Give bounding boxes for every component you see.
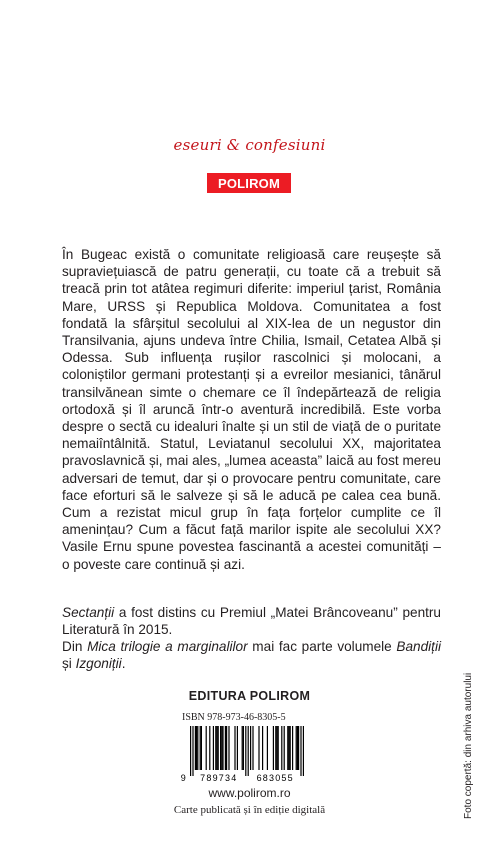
barcode-bar <box>242 726 243 770</box>
barcode-bar <box>222 726 223 770</box>
barcode-bar <box>258 726 259 770</box>
award-text: a fost distins cu Premiul „Matei Brâncoveanu” pentru Literatură în 2015. <box>62 605 441 638</box>
trilogy-prefix: Din <box>62 639 88 654</box>
award-paragraph <box>62 604 441 638</box>
barcode-bar <box>200 726 201 770</box>
barcode-bar <box>218 726 219 770</box>
blurb-paragraph <box>62 246 441 573</box>
book-title: Sectanții <box>62 605 115 620</box>
photo-credit: Foto copertă: din arhiva autorului <box>463 672 474 819</box>
barcode-bar <box>303 726 304 776</box>
barcode-bar <box>213 726 214 770</box>
barcode-bar <box>248 726 249 776</box>
barcode-bar <box>281 726 282 770</box>
barcode-bar <box>250 726 251 770</box>
barcode-bar <box>226 726 227 770</box>
sentence-end: . <box>121 656 126 672</box>
publisher-name: EDITURA POLIROM <box>188 689 311 703</box>
series-label: eseuri & confesiuni <box>173 136 326 154</box>
barcode-bar <box>262 726 263 770</box>
barcode-digits: 789734 <box>200 773 238 783</box>
barcode-bar <box>298 726 299 770</box>
barcode-bar <box>201 726 202 770</box>
barcode-bar <box>275 726 276 770</box>
publisher-logo: POLIROM <box>207 173 291 193</box>
barcode <box>178 724 313 784</box>
barcode-bar <box>243 726 244 770</box>
barcode-bar <box>290 726 291 770</box>
barcode-bar <box>225 726 226 770</box>
barcode-bar <box>245 726 246 776</box>
barcode-bar <box>206 726 207 770</box>
barcode-bar <box>267 726 268 770</box>
barcode-bar <box>252 726 253 770</box>
barcode-bar <box>297 726 298 770</box>
barcode-bar <box>220 726 221 770</box>
barcode-bar <box>292 726 293 770</box>
barcode-bar <box>221 726 222 770</box>
conjunction: și <box>62 656 76 672</box>
barcode-digits: 9 <box>180 773 187 783</box>
blurb-text: În Bugeac există o comunitate religioasă care reușește să supraviețuiască de patru generații, cu toate că a trebuit să treacă prin tot atâtea regimuri diferite: imperiul țarist, România Mare, URSS și Republica Moldova. Comunitatea a fost fondată la sfârșitul secolului al XIX-lea de un negustor din Transilvania, ajuns undeva între Chilia, Ismail, Cetatea Albă și Odessa. Sub influența rușilor rascolnici și molocani, a coloniștilor germani protestanți și a evreilor mesianici, tânărul transilvănean simte o chemare ce îl îndepărtează de religia ortodoxă și îl aruncă într-o aventură incredibilă. Este vorba despre o sectă cu idealuri înalte și un stil de viață de o puritate nemaiîntâlnită. Statul, Leviatanul secolului XX, majoritatea pravoslavnică și, mai ales, „lumea aceasta” laică au fost mereu adversari de temut, dar și o provocare pentru comunitate, care face eforturi să le salveze și să le aducă pe calea cea bună. Cum a rezistat micul grup în fața forțelor cumplite ce îl amenințau? Cum a făcut față marilor ispite ale secolului XX? Vasile Ernu spune povestea fascinantă a acestei comunități – o poveste care continuă și azi. <box>62 247 441 572</box>
barcode-bar <box>192 726 193 776</box>
barcode-bar <box>234 726 235 770</box>
barcode-bar <box>209 726 210 770</box>
barcode-bar <box>197 726 198 770</box>
website-link[interactable]: www.polirom.ro <box>208 786 291 800</box>
barcode-bar <box>300 726 301 776</box>
barcode-bar <box>288 726 289 770</box>
barcode-bar <box>216 726 217 770</box>
barcode-bar <box>196 726 197 770</box>
barcode-bar <box>190 726 191 776</box>
trilogy-paragraph <box>62 638 441 672</box>
trilogy-mid: mai fac parte volumele <box>247 639 397 654</box>
barcode-bar <box>284 726 285 770</box>
barcode-bar <box>237 726 238 770</box>
barcode-bar <box>195 726 196 770</box>
volume-title-1: Bandiții <box>396 639 441 654</box>
barcode-bar <box>287 726 288 770</box>
barcode-bar <box>296 726 297 770</box>
barcode-bar <box>278 726 279 770</box>
isbn: ISBN 978-973-46-8305-5 <box>182 712 286 723</box>
barcode-bar <box>276 726 277 770</box>
barcode-bar <box>273 726 274 770</box>
barcode-bar <box>228 726 229 770</box>
volume-title-2: Izgoniții <box>75 656 122 672</box>
trilogy-title: Mica trilogie a marginalilor <box>87 639 248 654</box>
barcode-bar <box>215 726 216 770</box>
barcode-digits: 683055 <box>256 773 294 783</box>
digital-edition-note: Carte publicată și în ediție digitală <box>173 804 326 816</box>
